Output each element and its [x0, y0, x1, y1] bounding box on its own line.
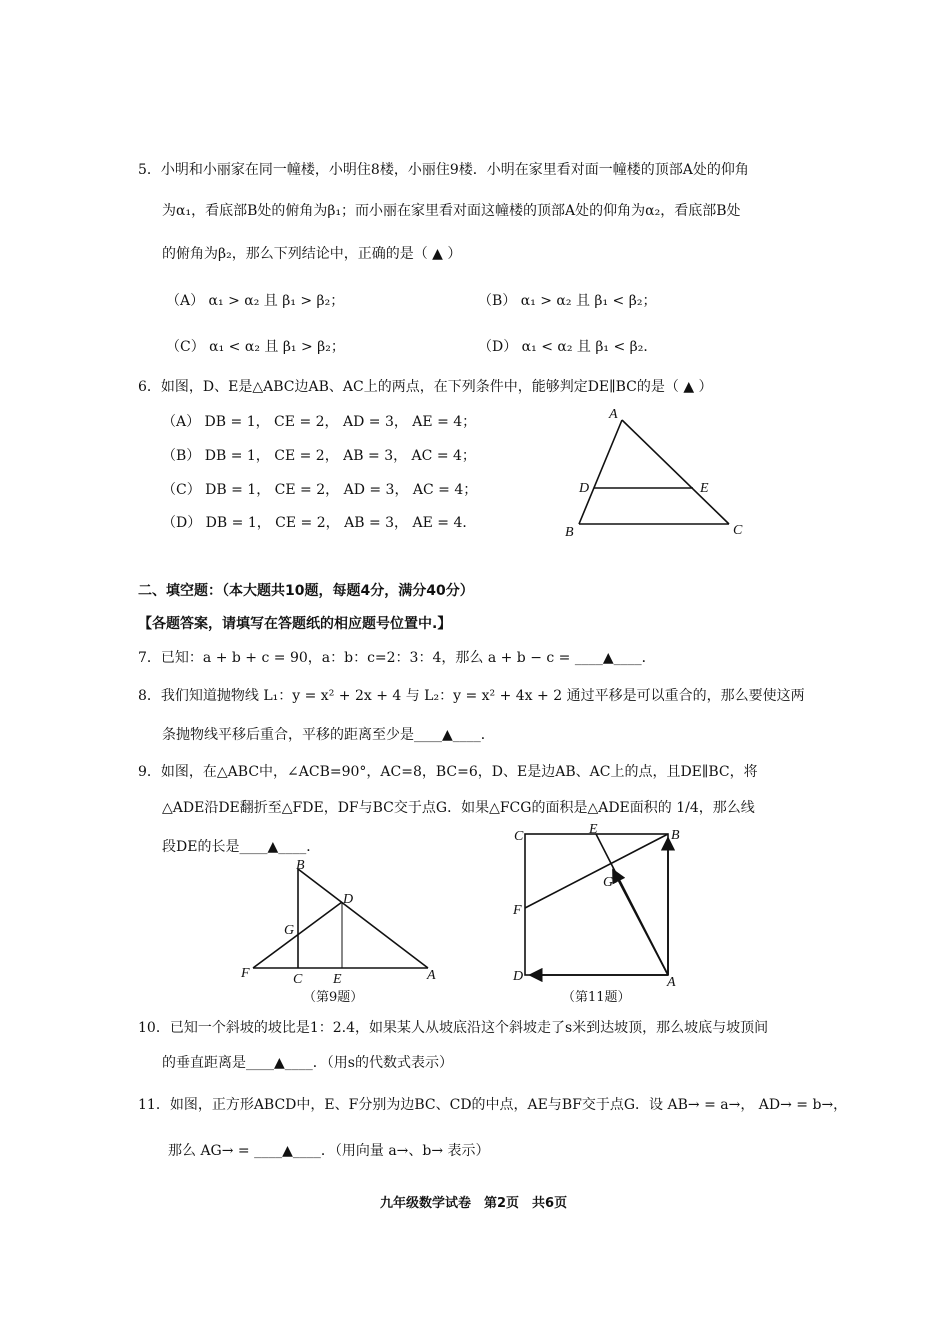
- q6-option-a: （A） DB = 1， CE = 2， AD = 3， AE = 4；: [162, 414, 477, 430]
- q11-label-e: E: [589, 822, 598, 837]
- q5-option-d: （D） α₁ < α₂ 且 β₁ < β₂．: [478, 339, 658, 355]
- section2-note: 【各题答案，请填写在答题纸的相应题号位置中.】: [138, 616, 452, 632]
- q9-label-c: C: [293, 972, 303, 987]
- q6-label-e: E: [700, 481, 709, 496]
- q6-label-a: A: [609, 407, 618, 422]
- q6-label-c: C: [733, 523, 743, 538]
- q9-line3: 段DE的长是____▲____．: [162, 839, 321, 855]
- q5-line2: 为α₁，看底部B处的俯角为β₁；而小丽在家里看对面这幢楼的顶部A处的仰角为α₂，看底部B处: [162, 203, 741, 219]
- q11-label-b: B: [671, 828, 680, 843]
- q10-line1: 10．已知一个斜坡的坡比是1：2.4，如果某人从坡底沿这个斜坡走了s米到达坡顶，那么坡底与坡顶间: [138, 1020, 769, 1036]
- q5-option-c: （C） α₁ < α₂ 且 β₁ > β₂；: [166, 339, 345, 355]
- q5-option-a: （A） α₁ > α₂ 且 β₁ > β₂；: [166, 293, 345, 309]
- q5-line1: 5．小明和小丽家在同一幢楼，小明住8楼，小丽住9楼．小明在家里看对面一幢楼的顶部A处的仰角: [138, 162, 749, 178]
- q9-line1: 9．如图，在△ABC中，∠ACB=90°，AC=8，BC=6，D、E是边AB、AC上的点，且DE∥BC，将: [138, 764, 758, 780]
- q9-label-f: F: [241, 966, 250, 981]
- q11-line2: 那么 AG→ = ____▲____．（用向量 a→、b→ 表示）: [168, 1143, 490, 1159]
- q9-caption: （第9题）: [303, 990, 364, 1005]
- q9-label-a: A: [427, 968, 436, 983]
- q8-line1: 8．我们知道抛物线 L₁：y = x² + 2x + 4 与 L₂：y = x² + 4x + 2 通过平移是可以重合的，那么要使这两: [138, 688, 805, 704]
- q11-label-d: D: [513, 969, 524, 984]
- q9-label-b: B: [296, 858, 305, 873]
- q10-line2: 的垂直距离是____▲____．（用s的代数式表示）: [162, 1055, 453, 1071]
- q8-line2: 条抛物线平移后重合，平移的距离至少是____▲____．: [162, 727, 495, 743]
- q11-caption: （第11题）: [562, 990, 631, 1005]
- page-footer: 九年级数学试卷 第2页 共6页: [380, 1196, 568, 1211]
- q6-option-d: （D） DB = 1， CE = 2， AB = 3， AE = 4．: [162, 515, 477, 531]
- q11-line1: 11．如图，正方形ABCD中，E、F分别为边BC、CD的中点，AE与BF交于点G．设 AB→ = a→， AD→ = b→，: [138, 1097, 848, 1113]
- q6-triangle-figure: [555, 400, 755, 545]
- q9-label-d: D: [343, 892, 354, 907]
- q6-label-d: D: [579, 481, 590, 496]
- section2-title: 二、填空题：（本大题共10题，每题4分，满分40分）: [138, 583, 474, 599]
- q11-label-g: G: [603, 875, 614, 890]
- q6-stem: 6．如图，D、E是△ABC边AB、AC上的两点，在下列条件中，能够判定DE∥BC的是（ ▲ ）: [138, 379, 713, 395]
- q5-option-b: （B） α₁ > α₂ 且 β₁ < β₂；: [478, 293, 657, 309]
- q11-square-figure: [505, 818, 690, 988]
- q9-figure: [235, 855, 450, 990]
- q11-label-c: C: [514, 829, 524, 844]
- q7-text: 7．已知：a + b + c = 90，a：b：c=2：3：4，那么 a + b − c = ____▲____．: [138, 650, 656, 666]
- q5-line3: 的俯角为β₂，那么下列结论中，正确的是（ ▲ ）: [162, 246, 462, 262]
- q9-label-e: E: [333, 972, 342, 987]
- q11-label-a: A: [667, 975, 676, 988]
- q11-label-f: F: [513, 903, 522, 918]
- q6-option-c: （C） DB = 1， CE = 2， AD = 3， AC = 4；: [162, 482, 478, 498]
- q9-label-g: G: [284, 923, 295, 938]
- q9-line2: △ADE沿DE翻折至△FDE，DF与BC交于点G．如果△FCG的面积是△ADE面积的 1/4，那么线: [162, 800, 755, 816]
- q6-label-b: B: [565, 525, 574, 540]
- q6-option-b: （B） DB = 1， CE = 2， AB = 3， AC = 4；: [162, 448, 476, 464]
